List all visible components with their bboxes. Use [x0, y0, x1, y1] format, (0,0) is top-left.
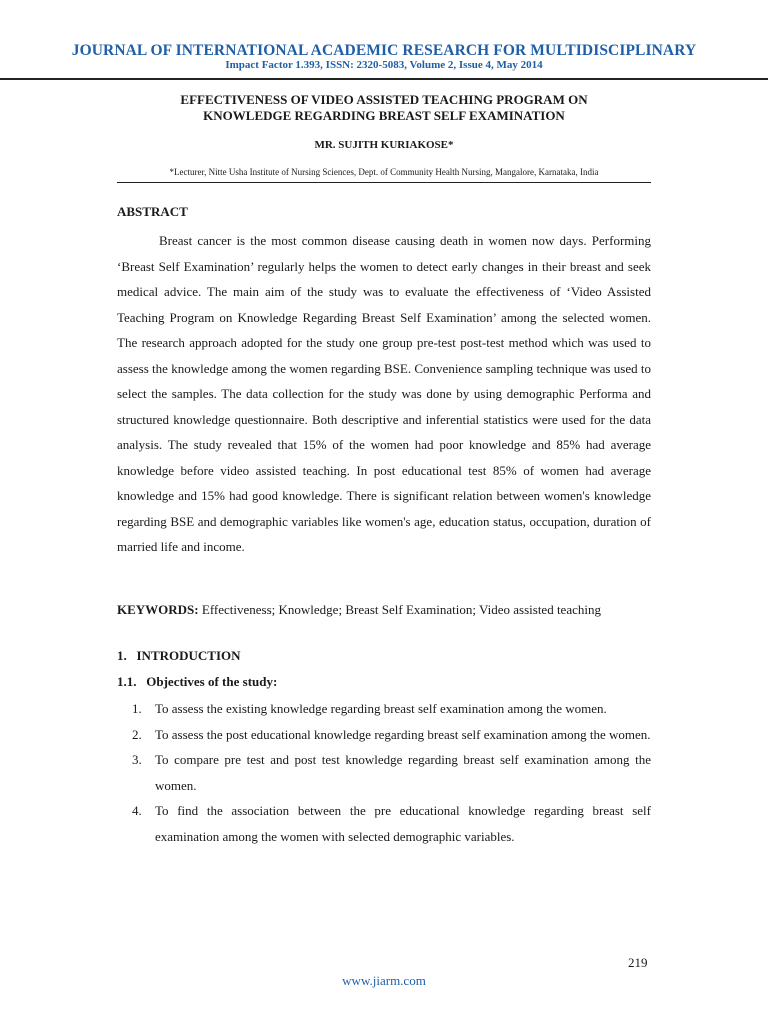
objective-number: 2. [132, 726, 142, 742]
affiliation-rule [117, 182, 651, 183]
keywords [117, 601, 677, 619]
objective-text: To compare pre test and post test knowledge regarding breast self examination among the women. [155, 752, 651, 793]
abstract-text: Breast cancer is the most common disease causing death in women now days. Performing ‘Breast Self Examination’ regularly helps the women to detect early changes in their breast and seek medical advice. The main aim of the study was to evaluate the effectiveness of ‘Video Assisted Teaching Program on Knowledge Regarding Breast Self Examination’ among the selected women. The research approach adopted for the study one group pre-test post-test method which was used to assess the knowledge among the women regarding BSE. Convenience sampling technique was used to select the samples. The data collection for the study was done by using demographic Performa and structured knowledge questionnaire. Both descriptive and inferential statistics were used for the data analysis. The study revealed that 15% of the women had poor knowledge and 85% had average knowledge before video assisted teaching. In post educational test 85% of women had average knowledge and 15% had good knowledge. There is significant relation between women's knowledge regarding BSE and demographic variables like women's age, education status, occupation, duration of married life and income. [117, 233, 651, 554]
objective-text: To assess the existing knowledge regarding breast self examination among the women. [155, 701, 607, 716]
objective-text: To assess the post educational knowledge regarding breast self examination among the women. [155, 726, 651, 742]
paper-title [60, 92, 708, 124]
header-rule [0, 78, 768, 80]
objective-item [117, 722, 651, 748]
objectives-list [117, 696, 651, 849]
journal-meta: Impact Factor 1.393, ISSN: 2320-5083, Volume 2, Issue 4, May 2014 [225, 59, 543, 71]
objective-item [117, 747, 651, 798]
objective-item [117, 798, 651, 849]
author-name: MR. SUJITH KURIAKOSE* [314, 139, 454, 151]
keywords-text: Effectiveness; Knowledge; Breast Self Examination; Video assisted teaching [201, 602, 601, 617]
keywords-label: KEYWORDS: [117, 602, 199, 617]
objective-text: To find the association between the pre educational knowledge regarding breast self examination among the women with selected demographic variables. [155, 803, 651, 844]
objective-number: 4. [132, 803, 142, 818]
paper-title-line-1: EFFECTIVENESS OF VIDEO ASSISTED TEACHING PROGRAM ON [180, 92, 588, 107]
journal-title: JOURNAL OF INTERNATIONAL ACADEMIC RESEARCH FOR MULTIDISCIPLINARY [71, 42, 697, 59]
objectives-heading: 1.1. Objectives of the study: [117, 674, 278, 689]
page-number: 219 [628, 955, 648, 970]
footer-url[interactable]: www.jiarm.com [342, 973, 426, 988]
objective-item [117, 696, 651, 722]
abstract-heading: ABSTRACT [117, 204, 188, 219]
introduction-heading: 1. INTRODUCTION [117, 648, 241, 663]
paper-title-line-2: KNOWLEDGE REGARDING BREAST SELF EXAMINATION [203, 108, 565, 123]
objective-number: 3. [132, 752, 142, 767]
author-affiliation: *Lecturer, Nitte Usha Institute of Nursing Sciences, Dept. of Community Health Nursing, Mangalore, Karnataka, India [169, 167, 599, 177]
objective-number: 1. [132, 701, 142, 716]
